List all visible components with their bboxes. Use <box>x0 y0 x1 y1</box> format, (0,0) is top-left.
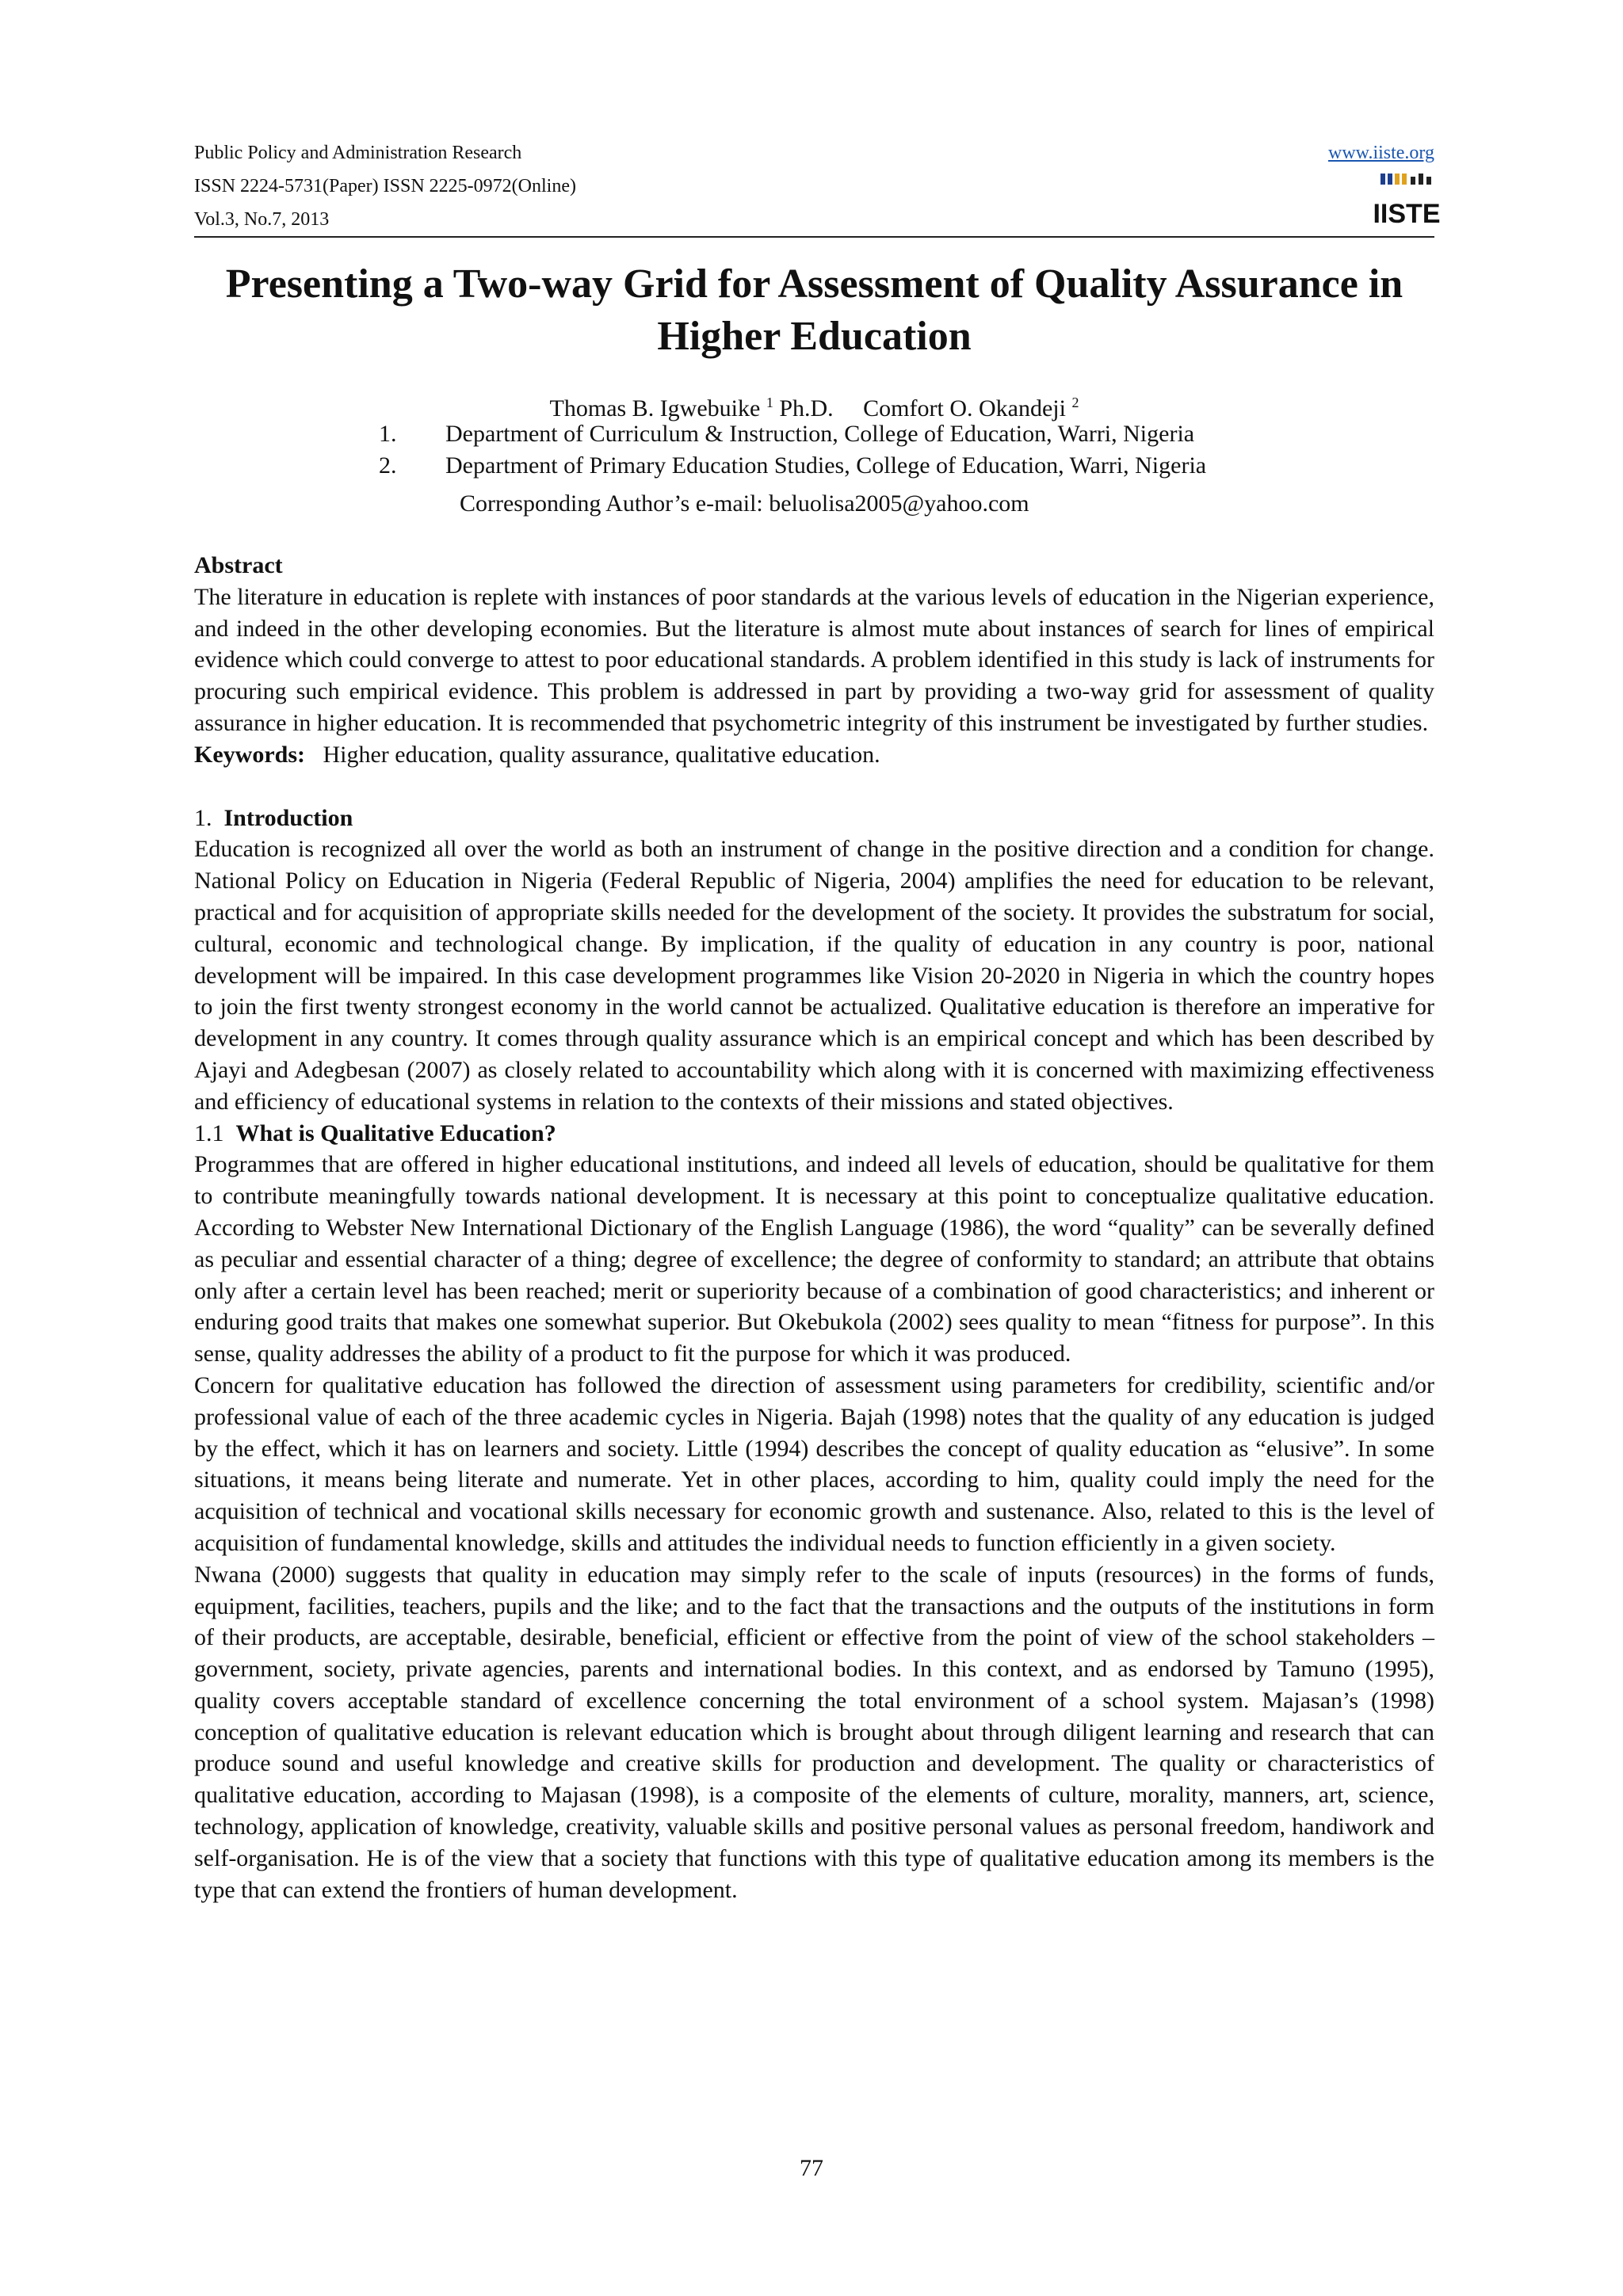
section-1-paragraph: Education is recognized all over the world as both an instrument of change in the positive direction and a condition for change. National Policy on Education in Nigeria (Federal Republic of Nigeria, 2004) amplifies the need for education to be relevant, practical and for acquisition of appropriate skills needed for the development of the society. It provides the substratum for social, cultural, economic and technological change. By implication, if the quality of education in any country is poor, national development will be impaired. In this case development programmes like Vision 20-2020 in Nigeria in which the country hopes to join the first twenty strongest economy in the world cannot be actualized. Qualitative education is therefore an imperative for development in any country. It comes through quality assurance which is an empirical concept and which has been described by Ajayi and Adegbesan (2007) as closely related to accountability which along with it is concerned with maximizing effectiveness and efficiency of educational systems in relation to the contexts of their missions and stated objectives. <box>194 836 1434 1115</box>
section-1-1-paragraph-2: Concern for qualitative education has followed the direction of assessment using parameters for credibility, scientific and/or professional value of each of the three academic cycles in Nigeria. Bajah (1998) notes that the quality of any education is judged by the effect, which it has on learners and society. Little (1994) describes the concept of quality education as “elusive”. In some situations, it means being literate and numerate. Yet in other places, according to him, quality could imply the need for the acquisition of technical and vocational skills necessary for economic growth and sustenance. Also, related to this is the level of acquisition of fundamental knowledge, skills and attitudes the individual needs to function efficiently in a given society. <box>194 1371 1434 1556</box>
section-1-1-paragraph-1: Programmes that are offered in higher educational institutions, and indeed all levels of education, should be qualitative for them to contribute meaningfully towards national development. It is necessary at this point to conceptualize qualitative education. According to Webster New International Dictionary of the English Language (1986), the word “quality” can be severally defined as peculiar and essential character of a thing; degree of excellence; the degree of conformity to standard; an attribute that obtains only after a certain level has been reached; merit or superiority because of a combination of good characteristics; and inherent or enduring good traits that makes one somewhat superior. But Okebukola (2002) sees quality to mean “fitness for purpose”. In this sense, quality addresses the ability of a product to fit the purpose for which it was produced. <box>194 1151 1434 1367</box>
journal-header <box>194 136 576 236</box>
author-1-degree: Ph.D. <box>779 395 834 421</box>
journal-website-link[interactable]: www.iiste.org <box>1328 143 1434 163</box>
page-number: 77 <box>800 2155 823 2181</box>
section-title: Introduction <box>223 804 353 831</box>
keywords-label: Keywords: <box>194 741 305 768</box>
section-number: 1.1 <box>194 1119 224 1146</box>
affiliation-text: Department of Curriculum & Instruction, College of Education, Warri, Nigeria <box>445 421 1195 447</box>
affiliation-text: Department of Primary Education Studies, College of Education, Warri, Nigeria <box>445 452 1207 479</box>
journal-website-block <box>1328 136 1434 170</box>
paper-title: Presenting a Two-way Grid for Assessment of Quality Assurance in Higher Education <box>225 261 1403 359</box>
journal-name: Public Policy and Administration Research <box>194 143 522 163</box>
section-1-heading <box>194 803 1434 834</box>
corresponding-email: Corresponding Author’s e-mail: beluolisa2005@yahoo.com <box>460 490 1029 517</box>
keywords-line <box>194 739 1434 771</box>
paper-body <box>194 550 1434 1905</box>
author-1-superscript: 1 <box>766 395 773 410</box>
header-rule <box>194 236 1434 238</box>
affiliation-item <box>379 418 1206 450</box>
section-title: What is Qualitative Education? <box>235 1119 556 1146</box>
affiliation-number: 2. <box>379 452 397 479</box>
issn-line: ISSN 2224-5731(Paper) ISSN 2225-0972(Online) <box>194 176 576 196</box>
keywords-text: Higher education, quality assurance, qualitative education. <box>323 741 880 768</box>
section-1-1-heading <box>194 1118 1434 1150</box>
affiliation-item <box>379 450 1206 482</box>
author-1-name: Thomas B. Igwebuike <box>549 395 761 421</box>
affiliation-number: 1. <box>379 421 397 447</box>
author-2-name: Comfort O. Okandeji <box>863 395 1066 421</box>
abstract-text: The literature in education is replete with instances of poor standards at the various levels of education in the Nigerian experience, and indeed in the other developing economies. But the literature is almost mute about instances of search for lines of empirical evidence which could converge to attest to poor educational standards. A problem identified in this study is lack of instruments for procuring such empirical evidence. This problem is addressed in part by providing a two-way grid for assessment of quality assurance in higher education. It is recommended that psychometric integrity of this instrument be investigated by further studies. <box>194 583 1434 736</box>
author-2-superscript: 2 <box>1071 395 1079 410</box>
volume-line: Vol.3, No.7, 2013 <box>194 209 330 230</box>
section-1-1-paragraph-3: Nwana (2000) suggests that quality in education may simply refer to the scale of inputs (resources) in the forms of funds, equipment, facilities, teachers, pupils and the like; and to the fact that the transactions and the outputs of the institutions in form of their products, are acceptable, desirable, beneficial, efficient or effective from the point of view of the school stakeholders – government, society, private agencies, parents and international bodies. In this context, and as endorsed by Tamuno (1995), quality covers acceptable standard of excellence concerning the total environment of a school system. Majasan’s (1998) conception of qualitative education is relevant education which is brought about through diligent learning and research that can produce sound and useful knowledge and creative skills for production and development. The quality or characteristics of qualitative education, according to Majasan (1998), is a composite of the elements of culture, morality, manners, art, science, technology, application of knowledge, creativity, valuable skills and positive personal values as personal freedom, handiwork and self-organisation. He is of the view that a society that functions with this type of qualitative education among its members is the type that can extend the frontiers of human development. <box>194 1561 1434 1903</box>
logo-wordmark: IISTE <box>1373 199 1441 229</box>
section-number: 1. <box>194 804 212 831</box>
iiste-logo-icon <box>1373 172 1441 229</box>
abstract-heading: Abstract <box>194 552 283 578</box>
affiliations <box>379 418 1206 482</box>
